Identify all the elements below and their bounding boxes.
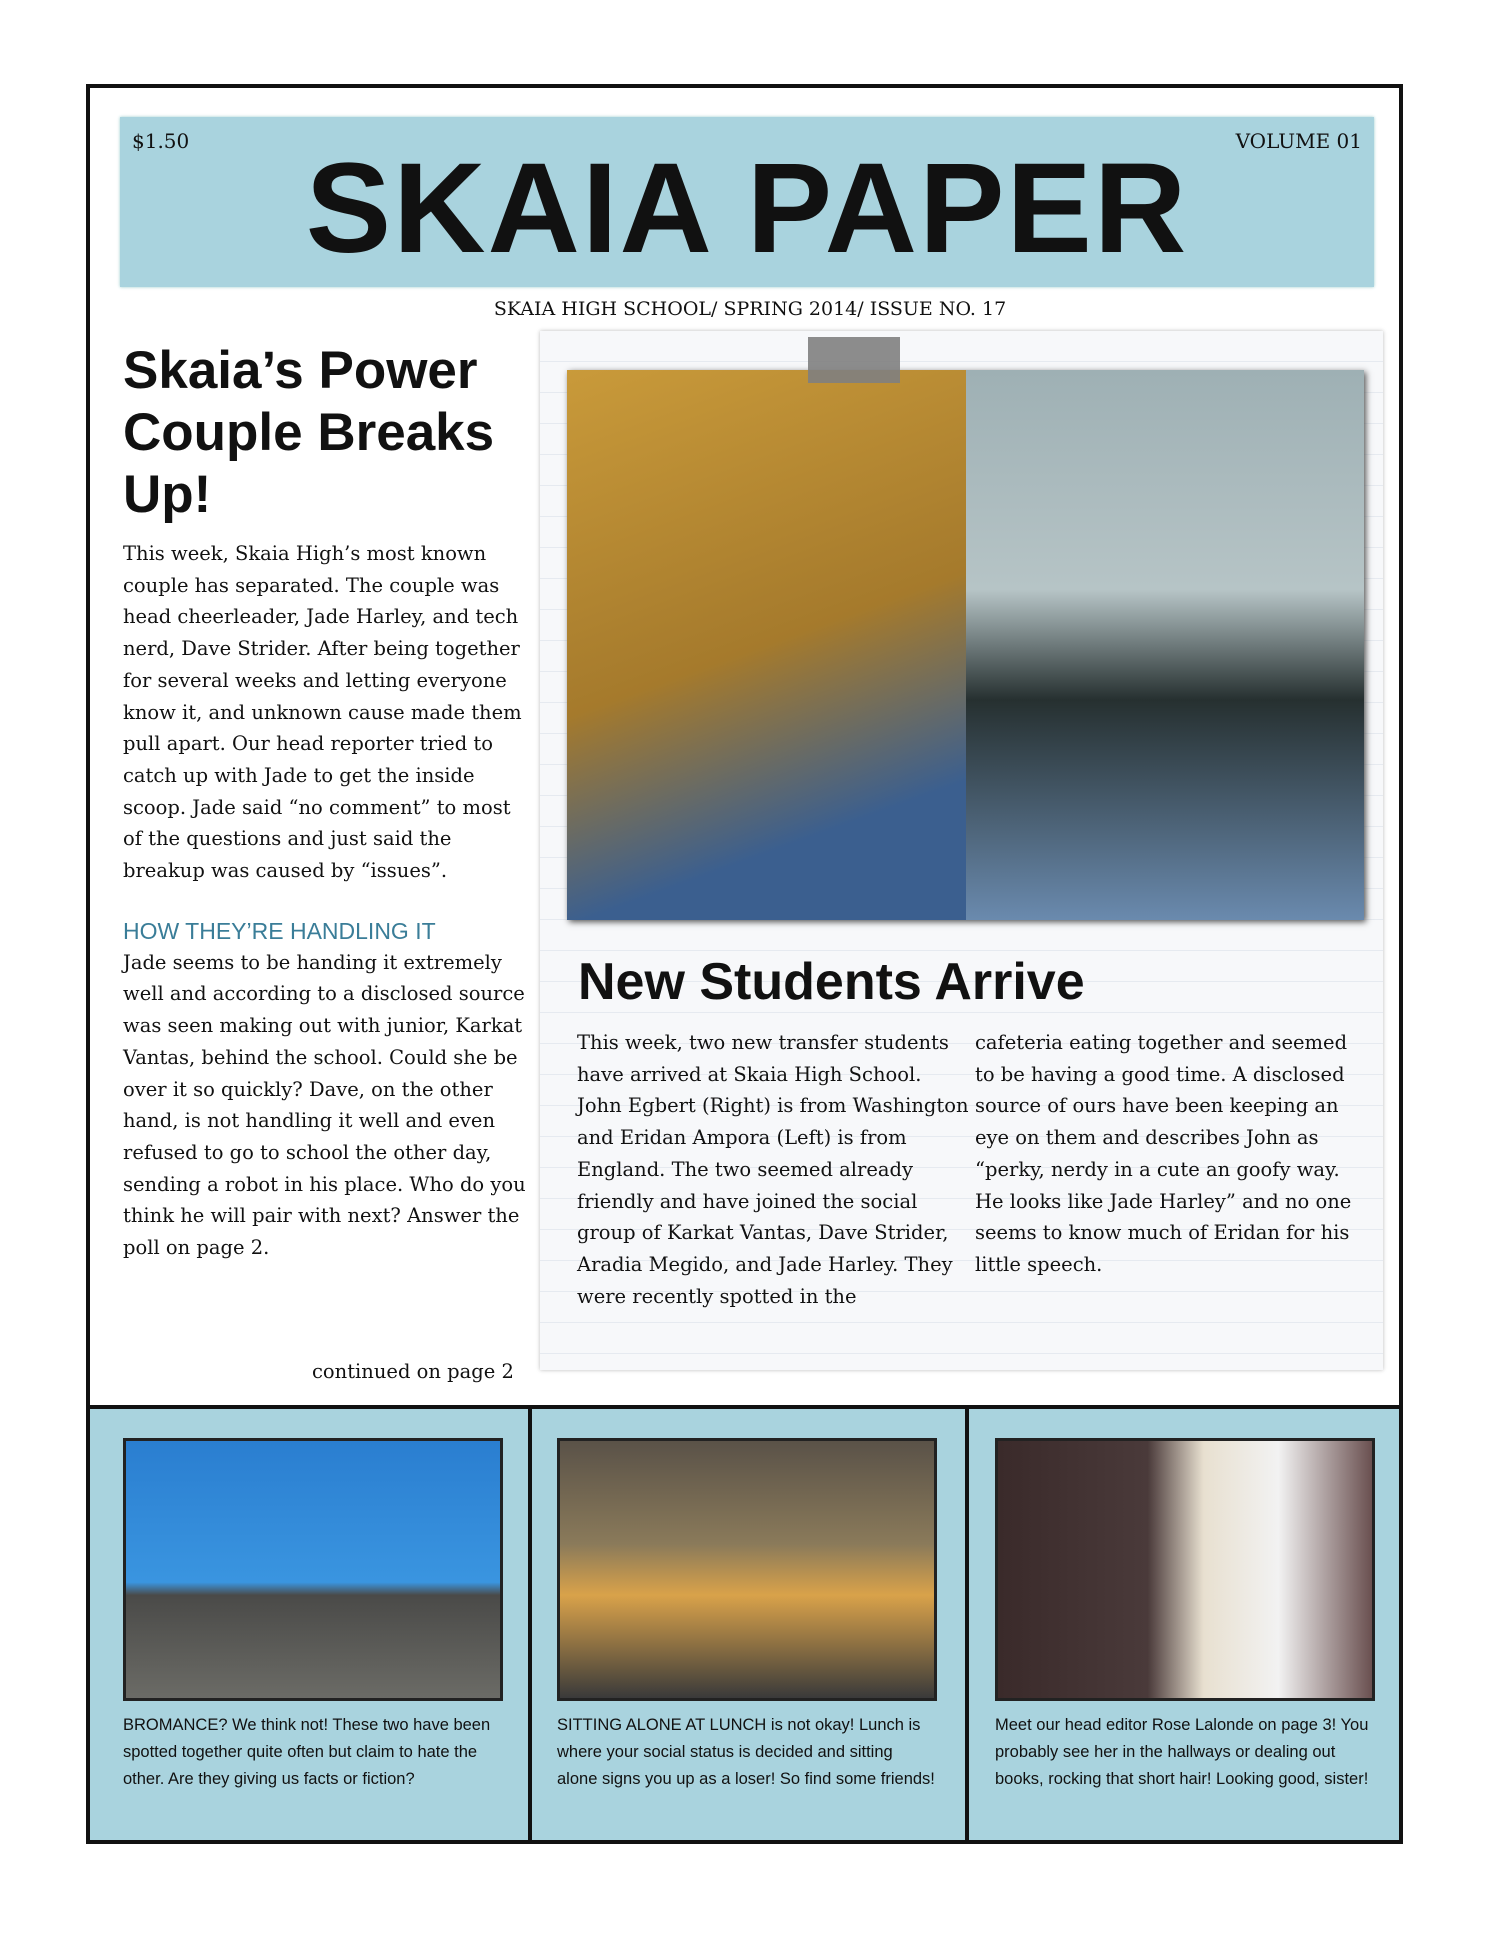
- masthead: [120, 117, 1374, 287]
- article-column-2: cafeteria eating together and seemed to be having a good time. A disclosed source of ours have been keeping an eye on them and describes John as “perky, nerdy in a cute an goofy way. He looks like Jade Harley” and no one seems to know much of Eridan for his little speech.: [975, 1031, 1352, 1276]
- volume: VOLUME 01: [1235, 129, 1362, 153]
- article-headline: Skaia’s Power Couple Breaks Up!: [123, 341, 495, 524]
- article-headline-new-students: New Students Arrive: [578, 953, 1085, 1011]
- paper-title: SKAIA PAPER: [305, 137, 1189, 280]
- article-subheading: HOW THEY’RE HANDLING IT: [123, 917, 436, 944]
- continued-note: continued on page 2: [312, 1360, 514, 1383]
- photo-rose: [995, 1438, 1375, 1701]
- photo-lunch: [557, 1438, 937, 1701]
- divider: [965, 1409, 969, 1840]
- article-power-couple: [123, 340, 531, 1264]
- article-body: This week, Skaia High’s most known couple has separated. The couple was head cheerleader, Jade Harley, and tech nerd, Dave Strider. After being together for several weeks and letting everyone know it, and unknown cause made them pull apart. Our head reporter tried to catch up with Jade to get the inside scoop. Jade said “no comment” to most of the questions and just said the breakup was caused by “issues”.: [123, 542, 522, 883]
- caption-bromance: BROMANCE? We think not! These two have been spotted together quite often but claim to hate the other. Are they giving us facts or fiction?: [123, 1716, 491, 1788]
- caption-rose: Meet our head editor Rose Lalonde on page 3! You probably see her in the hallways or dealing out books, rocking that short hair! Looking good, sister!: [995, 1716, 1369, 1788]
- photo-eridan: [567, 370, 966, 920]
- caption-lunch: SITTING ALONE AT LUNCH is not okay! Lunch is where your social status is decided and sitting alone signs you up as a loser! So find some friends!: [557, 1716, 935, 1788]
- photo-john: [966, 370, 1365, 920]
- article-column-1: This week, two new transfer students have arrived at Skaia High School. John Egbert (Right) is from Washington and Eridan Ampora (Left) is from England. The two seemed already friendly and have joined the social group of Karkat Vantas, Dave Strider, Aradia Megido, and Jade Harley. They were recently spotted in the: [577, 1031, 969, 1308]
- divider: [528, 1409, 532, 1840]
- article-body-2: Jade seems to be handing it extremely well and according to a disclosed source was seen making out with junior, Karkat Vantas, behind the school. Could she be over it so quickly? Dave, on the other hand, is not handling it well and even refused to go to school the other day, sending a robot in his place. Who do you think he will pair with next? Answer the poll on page 2.: [123, 950, 526, 1260]
- tape: [808, 337, 900, 383]
- photo-bromance: [123, 1438, 503, 1701]
- issue-line: SKAIA HIGH SCHOOL/ SPRING 2014/ ISSUE NO. 17: [493, 298, 1007, 320]
- price: $1.50: [132, 129, 190, 153]
- new-students-photo: [567, 370, 1364, 920]
